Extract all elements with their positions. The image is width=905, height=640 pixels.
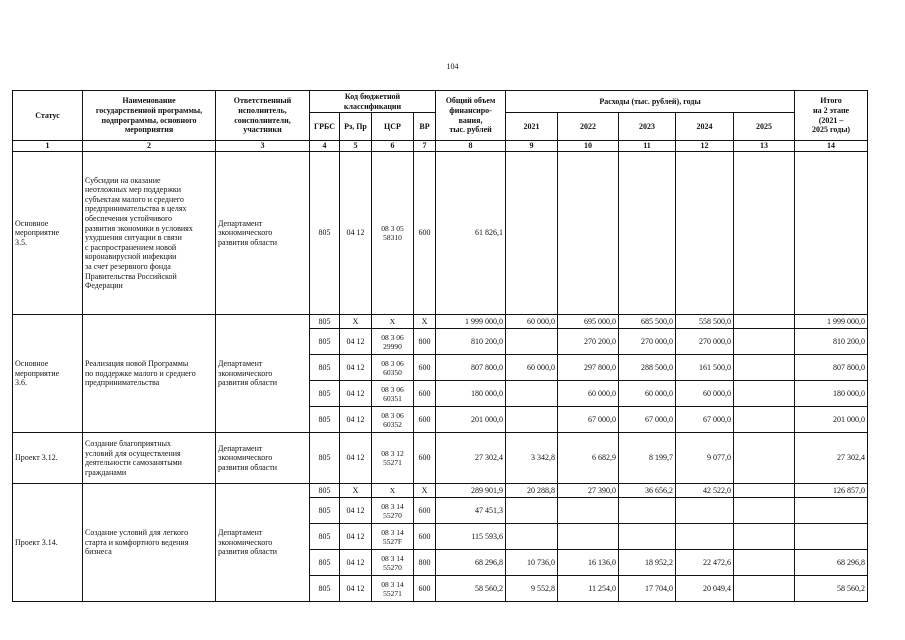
cell-stage-total: 201 000,0 xyxy=(795,407,868,433)
cell-2024: 42 522,0 xyxy=(676,484,734,498)
header-expenses: Расходы (тыс. рублей), годы xyxy=(506,91,795,113)
header-name: Наименование государственной программы, подпрограммы, основного мероприятия xyxy=(83,91,216,141)
row-responsible: Департамент экономического развития области xyxy=(216,433,310,484)
cell-csr: Х xyxy=(372,315,414,329)
header-vr: ВР xyxy=(414,113,436,141)
cell-csr: 08 3 06 29990 xyxy=(372,329,414,355)
cell-csr: 08 3 14 55270 xyxy=(372,498,414,524)
cell-2022: 16 136,0 xyxy=(558,550,619,576)
cell-stage-total xyxy=(795,498,868,524)
cell-csr: 08 3 14 5527F xyxy=(372,524,414,550)
row-status: Основное мероприятие 3.5. xyxy=(13,152,83,315)
column-number: 7 xyxy=(414,141,436,152)
column-number: 8 xyxy=(436,141,506,152)
cell-2025 xyxy=(734,433,795,484)
cell-rz-pr: 04 12 xyxy=(340,576,372,602)
cell-2022: 6 682,9 xyxy=(558,433,619,484)
cell-2023: 8 199,7 xyxy=(619,433,676,484)
cell-grbs: 805 xyxy=(310,576,340,602)
cell-2022: 695 000,0 xyxy=(558,315,619,329)
cell-grbs: 805 xyxy=(310,329,340,355)
cell-2024: 9 077,0 xyxy=(676,433,734,484)
column-number: 4 xyxy=(310,141,340,152)
cell-total: 810 200,0 xyxy=(436,329,506,355)
header-year-2024: 2024 xyxy=(676,113,734,141)
cell-rz-pr: Х xyxy=(340,484,372,498)
cell-grbs: 805 xyxy=(310,381,340,407)
cell-2023 xyxy=(619,498,676,524)
cell-2022: 27 390,0 xyxy=(558,484,619,498)
header-row-top xyxy=(13,91,868,113)
cell-rz-pr: 04 12 xyxy=(340,498,372,524)
column-number: 5 xyxy=(340,141,372,152)
cell-2021 xyxy=(506,152,558,315)
cell-rz-pr: 04 12 xyxy=(340,329,372,355)
cell-2021: 9 552,8 xyxy=(506,576,558,602)
cell-2022 xyxy=(558,498,619,524)
header-status: Статус xyxy=(13,91,83,141)
cell-2023: 36 656,2 xyxy=(619,484,676,498)
cell-stage-total: 1 999 000,0 xyxy=(795,315,868,329)
cell-2021: 3 342,8 xyxy=(506,433,558,484)
header-year-2025: 2025 xyxy=(734,113,795,141)
cell-2023: 18 952,2 xyxy=(619,550,676,576)
cell-2021 xyxy=(506,329,558,355)
cell-csr: 08 3 06 60351 xyxy=(372,381,414,407)
cell-csr: Х xyxy=(372,484,414,498)
row-name: Создание благоприятных условий для осуществления деятельности самозанятыми гражданами xyxy=(83,433,216,484)
cell-vr: Х xyxy=(414,484,436,498)
cell-2024: 270 000,0 xyxy=(676,329,734,355)
cell-rz-pr: 04 12 xyxy=(340,355,372,381)
table-row xyxy=(13,152,868,315)
cell-2022: 297 800,0 xyxy=(558,355,619,381)
header-year-2023: 2023 xyxy=(619,113,676,141)
cell-2021 xyxy=(506,524,558,550)
table-row xyxy=(13,484,868,498)
cell-2023 xyxy=(619,152,676,315)
header-year-2022: 2022 xyxy=(558,113,619,141)
header-csr: ЦСР xyxy=(372,113,414,141)
cell-total: 180 000,0 xyxy=(436,381,506,407)
cell-grbs: 805 xyxy=(310,315,340,329)
cell-total: 68 296,8 xyxy=(436,550,506,576)
cell-2025 xyxy=(734,407,795,433)
cell-2024: 60 000,0 xyxy=(676,381,734,407)
row-responsible: Департамент экономического развития области xyxy=(216,484,310,602)
cell-stage-total: 807 800,0 xyxy=(795,355,868,381)
cell-vr: 600 xyxy=(414,381,436,407)
column-number: 3 xyxy=(216,141,310,152)
cell-2022 xyxy=(558,524,619,550)
row-status: Проект 3.14. xyxy=(13,484,83,602)
cell-total: 58 560,2 xyxy=(436,576,506,602)
cell-2025 xyxy=(734,152,795,315)
cell-2023: 17 704,0 xyxy=(619,576,676,602)
cell-2024 xyxy=(676,152,734,315)
cell-stage-total xyxy=(795,524,868,550)
cell-2025 xyxy=(734,484,795,498)
cell-grbs: 805 xyxy=(310,407,340,433)
cell-rz-pr: 04 12 xyxy=(340,550,372,576)
cell-2025 xyxy=(734,498,795,524)
cell-2021: 60 000,0 xyxy=(506,355,558,381)
header-budget-code: Код бюджетной классификации xyxy=(310,91,436,113)
column-number: 11 xyxy=(619,141,676,152)
cell-total: 27 302,4 xyxy=(436,433,506,484)
cell-total: 1 999 000,0 xyxy=(436,315,506,329)
cell-total: 61 826,1 xyxy=(436,152,506,315)
row-name: Субсидии на оказание неотложных мер поддержки субъектам малого и среднего предпринимательства в целях обеспечения устойчивого развития экономики в условиях ухудшения ситуации в связи с распространением новой коронавирусной инфекции за счет резервного фонда Правительства Российской Федерации xyxy=(83,152,216,315)
cell-rz-pr: 04 12 xyxy=(340,407,372,433)
column-number-row xyxy=(13,141,868,152)
header-responsible: Ответственный исполнитель, соисполнители, участники xyxy=(216,91,310,141)
cell-vr: 600 xyxy=(414,576,436,602)
cell-stage-total: 180 000,0 xyxy=(795,381,868,407)
cell-grbs: 805 xyxy=(310,524,340,550)
column-number: 10 xyxy=(558,141,619,152)
cell-vr: 600 xyxy=(414,152,436,315)
cell-2025 xyxy=(734,329,795,355)
cell-total: 807 800,0 xyxy=(436,355,506,381)
cell-stage-total: 58 560,2 xyxy=(795,576,868,602)
cell-csr: 08 3 14 55270 xyxy=(372,550,414,576)
column-number: 6 xyxy=(372,141,414,152)
cell-vr: 800 xyxy=(414,550,436,576)
cell-rz-pr: Х xyxy=(340,315,372,329)
row-responsible: Департамент экономического развития области xyxy=(216,315,310,433)
cell-vr: 600 xyxy=(414,433,436,484)
row-responsible: Департамент экономического развития области xyxy=(216,152,310,315)
cell-total: 289 901,9 xyxy=(436,484,506,498)
cell-2022 xyxy=(558,152,619,315)
cell-stage-total: 68 296,8 xyxy=(795,550,868,576)
cell-vr: 600 xyxy=(414,524,436,550)
cell-csr: 08 3 06 60350 xyxy=(372,355,414,381)
header-stage-total: Итого на 2 этапе (2021 – 2025 годы) xyxy=(795,91,868,141)
column-number: 14 xyxy=(795,141,868,152)
cell-csr: 08 3 05 58310 xyxy=(372,152,414,315)
cell-vr: Х xyxy=(414,315,436,329)
cell-stage-total xyxy=(795,152,868,315)
cell-2024: 161 500,0 xyxy=(676,355,734,381)
table-body xyxy=(13,152,868,602)
page-number: 104 xyxy=(446,62,459,71)
cell-vr: 600 xyxy=(414,355,436,381)
cell-2025 xyxy=(734,524,795,550)
cell-2025 xyxy=(734,315,795,329)
header-total-volume: Общий объем финансиро- вания, тыс. рублей xyxy=(436,91,506,141)
cell-rz-pr: 04 12 xyxy=(340,152,372,315)
cell-total: 201 000,0 xyxy=(436,407,506,433)
column-number: 9 xyxy=(506,141,558,152)
cell-2021 xyxy=(506,381,558,407)
cell-grbs: 805 xyxy=(310,355,340,381)
column-number: 12 xyxy=(676,141,734,152)
cell-2023: 67 000,0 xyxy=(619,407,676,433)
cell-2021: 20 288,8 xyxy=(506,484,558,498)
row-status: Основное мероприятие 3.6. xyxy=(13,315,83,433)
cell-grbs: 805 xyxy=(310,550,340,576)
cell-total: 47 451,3 xyxy=(436,498,506,524)
column-number: 2 xyxy=(83,141,216,152)
table-row xyxy=(13,433,868,484)
cell-rz-pr: 04 12 xyxy=(340,524,372,550)
cell-total: 115 593,6 xyxy=(436,524,506,550)
cell-2022: 270 200,0 xyxy=(558,329,619,355)
cell-2024: 558 500,0 xyxy=(676,315,734,329)
column-number: 1 xyxy=(13,141,83,152)
cell-rz-pr: 04 12 xyxy=(340,381,372,407)
cell-stage-total: 810 200,0 xyxy=(795,329,868,355)
cell-stage-total: 126 857,0 xyxy=(795,484,868,498)
cell-2022: 67 000,0 xyxy=(558,407,619,433)
cell-2023: 60 000,0 xyxy=(619,381,676,407)
header-grbs: ГРБС xyxy=(310,113,340,141)
cell-2021: 60 000,0 xyxy=(506,315,558,329)
row-status: Проект 3.12. xyxy=(13,433,83,484)
cell-csr: 08 3 12 55271 xyxy=(372,433,414,484)
cell-2025 xyxy=(734,381,795,407)
cell-2024: 22 472,6 xyxy=(676,550,734,576)
cell-2024 xyxy=(676,498,734,524)
cell-2023 xyxy=(619,524,676,550)
cell-2021: 10 736,0 xyxy=(506,550,558,576)
cell-2021 xyxy=(506,407,558,433)
cell-2024: 20 049,4 xyxy=(676,576,734,602)
header-rz-pr: Рз, Пр xyxy=(340,113,372,141)
header-year-2021: 2021 xyxy=(506,113,558,141)
cell-2023: 288 500,0 xyxy=(619,355,676,381)
cell-csr: 08 3 06 60352 xyxy=(372,407,414,433)
cell-2022: 60 000,0 xyxy=(558,381,619,407)
cell-2025 xyxy=(734,576,795,602)
cell-vr: 800 xyxy=(414,329,436,355)
row-name: Создание условий для легкого старта и комфортного ведения бизнеса xyxy=(83,484,216,602)
cell-csr: 08 3 14 55271 xyxy=(372,576,414,602)
cell-2025 xyxy=(734,550,795,576)
cell-grbs: 805 xyxy=(310,152,340,315)
cell-vr: 600 xyxy=(414,407,436,433)
cell-2025 xyxy=(734,355,795,381)
cell-2022: 11 254,0 xyxy=(558,576,619,602)
cell-2023: 685 500,0 xyxy=(619,315,676,329)
cell-grbs: 805 xyxy=(310,484,340,498)
table-row xyxy=(13,315,868,329)
cell-2023: 270 000,0 xyxy=(619,329,676,355)
cell-2024: 67 000,0 xyxy=(676,407,734,433)
cell-stage-total: 27 302,4 xyxy=(795,433,868,484)
cell-grbs: 805 xyxy=(310,498,340,524)
cell-rz-pr: 04 12 xyxy=(340,433,372,484)
cell-grbs: 805 xyxy=(310,433,340,484)
row-name: Реализация новой Программы по поддержке малого и среднего предпринимательства xyxy=(83,315,216,433)
budget-table xyxy=(12,90,868,602)
cell-2024 xyxy=(676,524,734,550)
column-number: 13 xyxy=(734,141,795,152)
cell-vr: 600 xyxy=(414,498,436,524)
cell-2021 xyxy=(506,498,558,524)
